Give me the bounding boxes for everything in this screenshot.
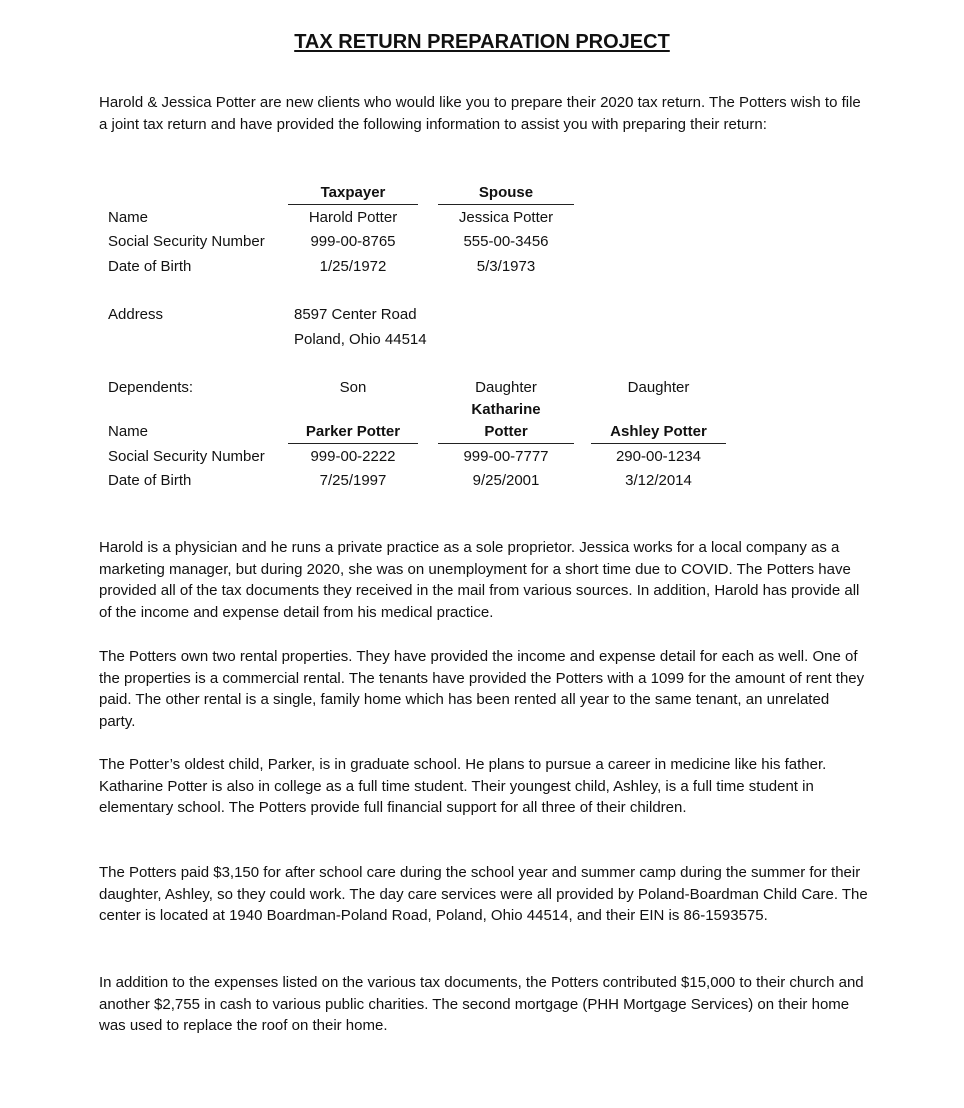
address-label: Address bbox=[108, 306, 164, 323]
client-ssn-label: Social Security Number bbox=[108, 233, 265, 250]
dependent-name-label: Name bbox=[108, 423, 149, 440]
dependent-2-name-first: Katharine bbox=[471, 401, 541, 418]
paragraph-contributions: In addition to the expenses listed on the various tax documents, the Potters contributed $15,000 to their church and another $2,755 in cash to various public charities. The second mortgage (PHH Mortgage Services) on their home was used to replace the roof on their home. bbox=[99, 974, 864, 1035]
dependent-2-relation: Daughter bbox=[475, 379, 537, 396]
dependent-2-dob: 9/25/2001 bbox=[472, 472, 540, 489]
address-line2: Poland, Ohio 44514 bbox=[294, 331, 427, 348]
paragraph-practice: Harold is a physician and he runs a private practice as a sole proprietor. Jessica works for a local company as a marketing manager, but during 2020, she was on unemployment for a short time due to COVID. The Potters have provided all of the tax documents they received in the mail from various sources. In addition, Harold has provide all of the income and expense detail from his medical practice. bbox=[99, 539, 860, 622]
page-title: TAX RETURN PREPARATION PROJECT bbox=[294, 31, 670, 53]
dependent-1-dob: 7/25/1997 bbox=[319, 472, 387, 489]
paragraph-children: The Potter’s oldest child, Parker, is in graduate school. He plans to pursue a career in medicine like his father. Katharine Potter is also in college as a full time student. Their youngest child, Ashley, is a full time student in elementary school. The Potters provide full financial support for all three of their children. bbox=[99, 756, 827, 817]
dependent-1-relation: Son bbox=[339, 379, 367, 396]
client-name-label: Name bbox=[108, 209, 149, 226]
dependent-1-ssn: 999-00-2222 bbox=[310, 448, 396, 465]
dependent-dob-label: Date of Birth bbox=[108, 472, 192, 489]
dependent-ssn-label: Social Security Number bbox=[108, 448, 265, 465]
dependent-3-name: Ashley Potter bbox=[591, 422, 726, 444]
spouse-name: Jessica Potter bbox=[458, 209, 554, 226]
spouse-dob: 5/3/1973 bbox=[476, 258, 536, 275]
dependent-3-ssn: 290-00-1234 bbox=[615, 448, 702, 465]
taxpayer-header: Taxpayer bbox=[288, 183, 418, 205]
client-dob-label: Date of Birth bbox=[108, 258, 192, 275]
taxpayer-dob: 1/25/1972 bbox=[319, 258, 387, 275]
dependent-3-relation: Daughter bbox=[627, 379, 690, 396]
taxpayer-name: Harold Potter bbox=[308, 209, 398, 226]
spouse-ssn: 555-00-3456 bbox=[463, 233, 549, 250]
dependent-1-name: Parker Potter bbox=[288, 422, 418, 444]
paragraph-rentals: The Potters own two rental properties. They have provided the income and expense detail for each as well. One of the properties is a commercial rental. The tenants have provided the Potters with a 1099 for the amount of rent they paid. The other rental is a single, family home which has been rented all year to the same tenant, an unrelated party. bbox=[99, 648, 865, 731]
dependent-2-ssn: 999-00-7777 bbox=[463, 448, 549, 465]
address-line1: 8597 Center Road bbox=[294, 306, 417, 323]
spouse-header: Spouse bbox=[438, 183, 574, 205]
intro-paragraph: Harold & Jessica Potter are new clients who would like you to prepare their 2020 tax return. The Potters wish to file a joint tax return and have provided the following information to assist you with preparing their return: bbox=[99, 94, 861, 133]
paragraph-daycare: The Potters paid $3,150 for after school care during the school year and summer camp during the summer for their daughter, Ashley, so they could work. The day care services were all provided by Poland-Boardman Child Care. The center is located at 1940 Boardman-Poland Road, Poland, Ohio 44514, and their EIN is 86-1593575. bbox=[99, 864, 868, 925]
taxpayer-ssn: 999-00-8765 bbox=[310, 233, 396, 250]
dependent-3-dob: 3/12/2014 bbox=[625, 472, 692, 489]
dependents-label: Dependents: bbox=[108, 379, 194, 396]
dependent-2-name-last: Potter bbox=[438, 422, 574, 444]
